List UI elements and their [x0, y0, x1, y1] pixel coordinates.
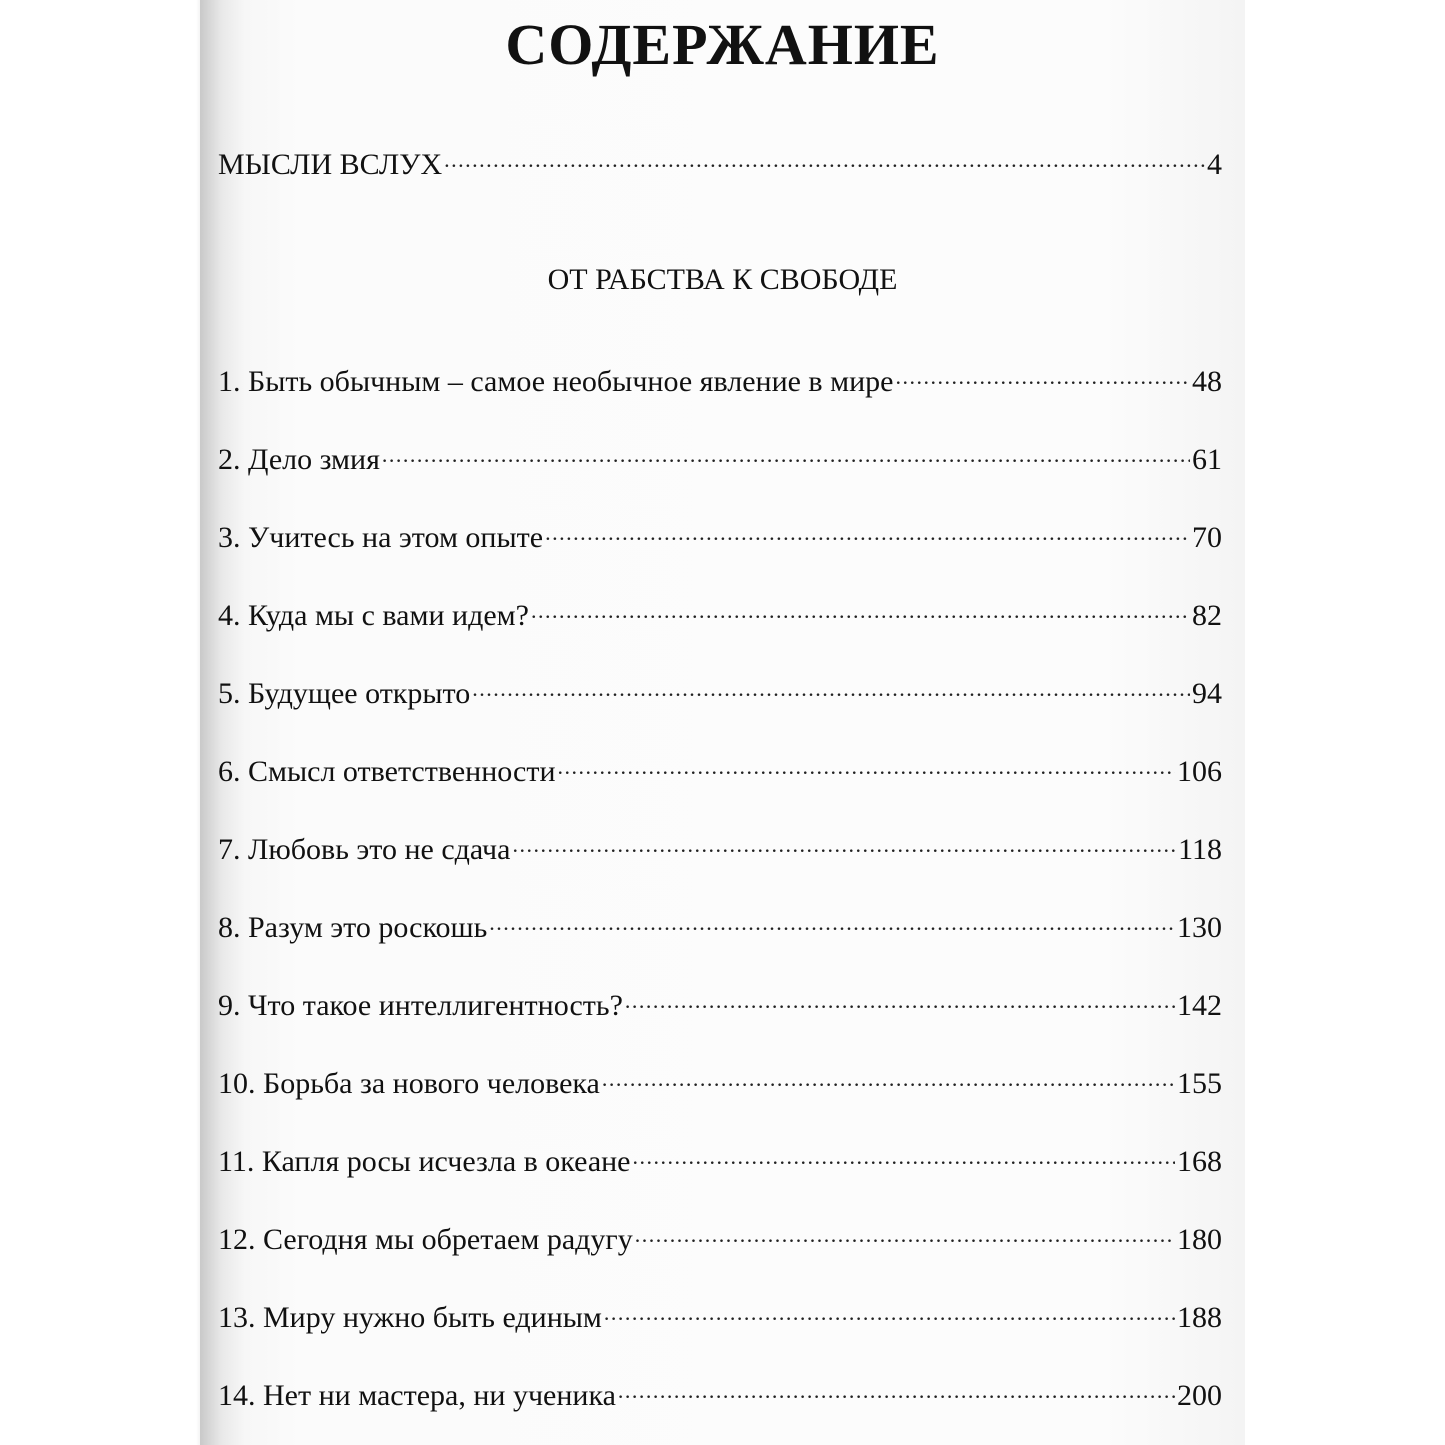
toc-label: 9. Что такое интеллигентность?	[218, 989, 623, 1022]
toc-entry-4	[218, 594, 1222, 638]
toc-label: 13. Миру нужно быть единым	[218, 1301, 602, 1334]
toc-page-number: 106	[1177, 755, 1222, 788]
toc-label: 8. Разум это роскошь	[218, 911, 488, 944]
toc-page-number: 70	[1192, 521, 1222, 554]
toc-entry-11	[218, 1140, 1222, 1184]
toc-page-number: 142	[1177, 989, 1222, 1022]
dot-leader	[529, 595, 1190, 625]
dot-leader	[623, 985, 1175, 1015]
section-title: ОТ РАБСТВА К СВОБОДЕ	[547, 263, 898, 296]
toc-entry-3	[218, 516, 1222, 560]
toc-entry-5	[218, 672, 1222, 716]
toc-label: 11. Капля росы исчезла в океане	[218, 1145, 631, 1178]
toc-label: 14. Нет ни мастера, ни ученика	[218, 1379, 616, 1412]
dot-leader	[543, 517, 1190, 547]
toc-entry-9	[218, 984, 1222, 1028]
toc-page-number: 48	[1192, 365, 1222, 398]
toc-entry-7	[218, 828, 1222, 872]
toc-page-number: 4	[1207, 148, 1222, 181]
toc-label: 5. Будущее открыто	[218, 677, 471, 710]
toc-label: 6. Смысл ответственности	[218, 755, 556, 788]
dot-leader	[470, 673, 1190, 703]
toc-entry-6	[218, 750, 1222, 794]
dot-leader	[631, 1141, 1176, 1171]
toc-page-number: 168	[1177, 1145, 1222, 1178]
toc-page-number: 118	[1178, 833, 1222, 866]
dot-leader	[633, 1219, 1175, 1249]
toc-label: 10. Борьба за нового человека	[218, 1067, 600, 1100]
toc-page-number: 155	[1177, 1067, 1222, 1100]
toc-entry-2	[218, 438, 1222, 482]
page-gutter-shadow	[0, 0, 232, 1445]
dot-leader	[556, 751, 1176, 781]
toc-label: 7. Любовь это не сдача	[218, 833, 511, 866]
dot-leader	[442, 144, 1205, 174]
toc-page-number: 94	[1192, 677, 1222, 710]
toc-preface	[218, 143, 1222, 187]
right-margin	[1245, 0, 1445, 1445]
toc-label: 12. Сегодня мы обретаем радугу	[218, 1223, 633, 1256]
toc-page-number: 180	[1177, 1223, 1222, 1256]
dot-leader	[616, 1375, 1175, 1405]
dot-leader	[487, 907, 1175, 937]
toc-page-number: 130	[1177, 911, 1222, 944]
toc-label: МЫСЛИ ВСЛУХ	[218, 148, 443, 181]
toc-page-number: 200	[1177, 1379, 1222, 1412]
dot-leader	[600, 1063, 1175, 1093]
toc-label: 3. Учитесь на этом опыте	[218, 521, 544, 554]
dot-leader	[893, 361, 1190, 391]
toc-label: 4. Куда мы с вами идем?	[218, 599, 529, 632]
toc-page-number: 82	[1192, 599, 1222, 632]
toc-page-number: 188	[1177, 1301, 1222, 1334]
toc-entry-13	[218, 1296, 1222, 1340]
dot-leader	[380, 439, 1190, 469]
toc-entry-14	[218, 1374, 1222, 1418]
toc-entry-1	[218, 360, 1222, 404]
toc-entry-10	[218, 1062, 1222, 1106]
toc-label: 1. Быть обычным – самое необычное явление в мире	[218, 365, 894, 398]
page-title: СОДЕРЖАНИЕ	[505, 12, 940, 77]
toc-entry-12	[218, 1218, 1222, 1262]
toc-page-number: 61	[1192, 443, 1222, 476]
toc-label: 2. Дело змия	[218, 443, 380, 476]
toc-entry-8	[218, 906, 1222, 950]
dot-leader	[602, 1297, 1175, 1327]
dot-leader	[510, 829, 1176, 859]
